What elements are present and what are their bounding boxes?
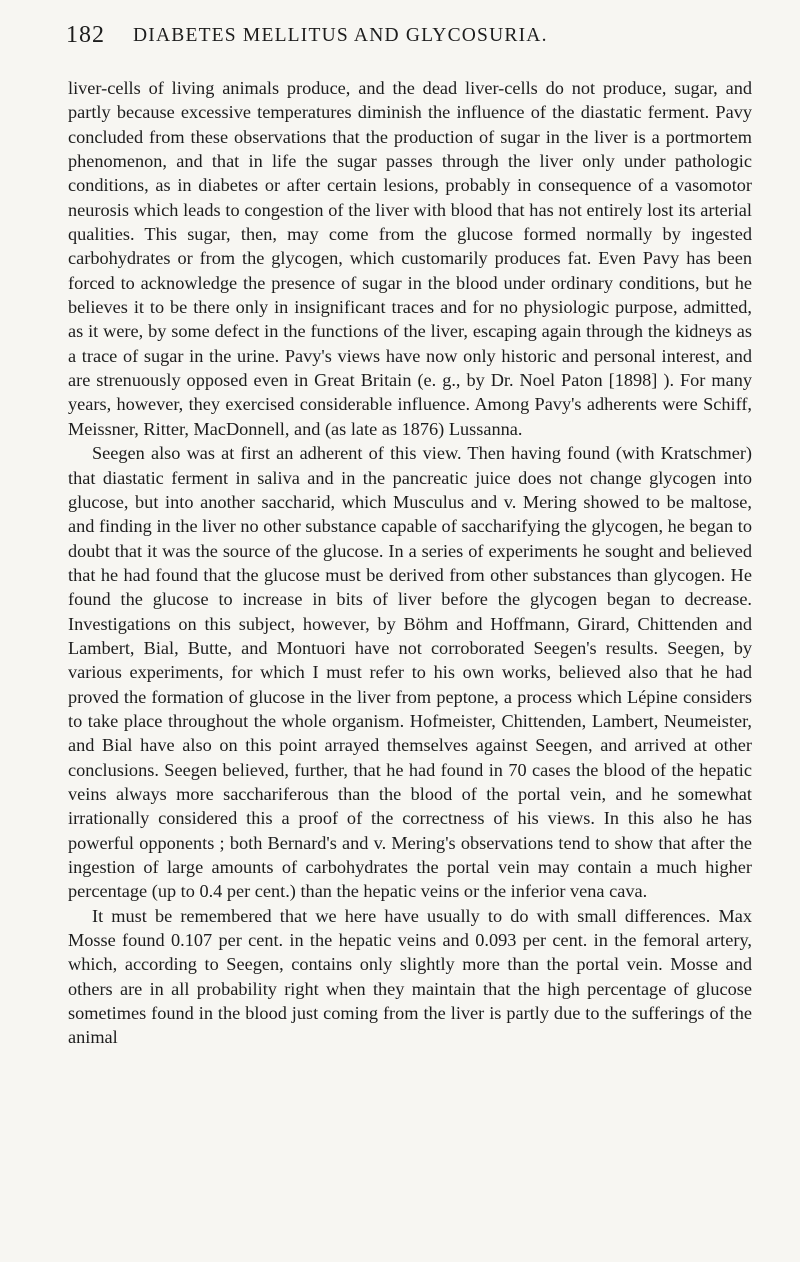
paragraph-3: It must be remembered that we here have usually to do with small differences. Max Mosse found 0.107 per cent. in the hepatic veins and 0.093 per cent. in the femoral artery, which, according to Seegen, contains only slightly more than the portal vein. Mosse and others are in all probability right when they maintain that the high percentage of glucose sometimes found in the blood just coming from the liver is partly due to the sufferings of the animal xyxy=(68,905,752,1048)
running-head: DIABETES MELLITUS AND GLYCOSURIA. xyxy=(133,25,548,46)
paragraph-2: Seegen also was at first an adherent of this view. Then having found (with Kratschmer) that diastatic ferment in saliva and in the pancreatic juice does not change glycogen into glucose, but into another saccharid, which Musculus and v. Mering showed to be maltose, and finding in the liver no other substance capable of saccharifying the glycogen, he began to doubt that it was the source of the glucose. In a series of experiments he sought and believed that he had found that the glucose must be derived from other substances than glycogen. He found the glucose to increase in bits of liver before the glycogen began to decrease. Investigations on this subject, however, by Böhm and Hoffmann, Girard, Chittenden and Lambert, Bial, Butte, and Montuori have not corroborated Seegen's results. Seegen, by various experiments, for which I must refer to his own works, believed also that he had proved the formation of glucose in the liver from peptone, a process which Lépine considers to take place throughout the whole organism. Hofmeister, Chittenden, Lambert, Neumeister, and Bial have also on this point arrayed themselves against Seegen, and arrived at other conclusions. Seegen believed, further, that he had found in 70 cases the blood of the hepatic veins always more sacchariferous than the blood of the portal vein, and he somewhat irrationally considered this a proof of the correctness of his views. In this also he has powerful opponents ; both Bernard's and v. Mering's observations tend to show that after the ingestion of large amounts of carbohydrates the portal vein may contain a much higher percentage (up to 0.4 per cent.) than the hepatic veins or the inferior vena cava. xyxy=(68,443,752,902)
body-text xyxy=(68,76,752,1050)
paragraph-1: liver-cells of living animals produce, and the dead liver-cells do not produce, sugar, and partly because excessive temperatures diminish the influence of the diastatic ferment. Pavy concluded from these observations that the production of sugar in the liver is a portmortem phenomenon, and that in life the sugar passes through the liver only under pathologic conditions, as in diabetes or after certain lesions, probably in consequence of a vasomotor neurosis which leads to congestion of the liver with blood that has not entirely lost its arterial qualities. This sugar, then, may come from the glucose formed normally by ingested carbohydrates or from the glycogen, which customarily produces fat. Even Pavy has been forced to acknowledge the presence of sugar in the blood under ordinary conditions, but he believes it to be there only in insignificant traces and for no physiologic purpose, admitted, as it were, by some defect in the functions of the liver, escaping again through the kidneys as a trace of sugar in the urine. Pavy's views have now only historic and personal interest, and are strenuously opposed even in Great Britain (e. g., by Dr. Noel Paton [1898] ). For many years, however, they exercised considerable influence. Among Pavy's adherents were Schiff, Meissner, Ritter, MacDonnell, and (as late as 1876) Lussanna. xyxy=(68,78,752,439)
page-header xyxy=(0,22,800,56)
page-number: 182 xyxy=(66,22,105,48)
